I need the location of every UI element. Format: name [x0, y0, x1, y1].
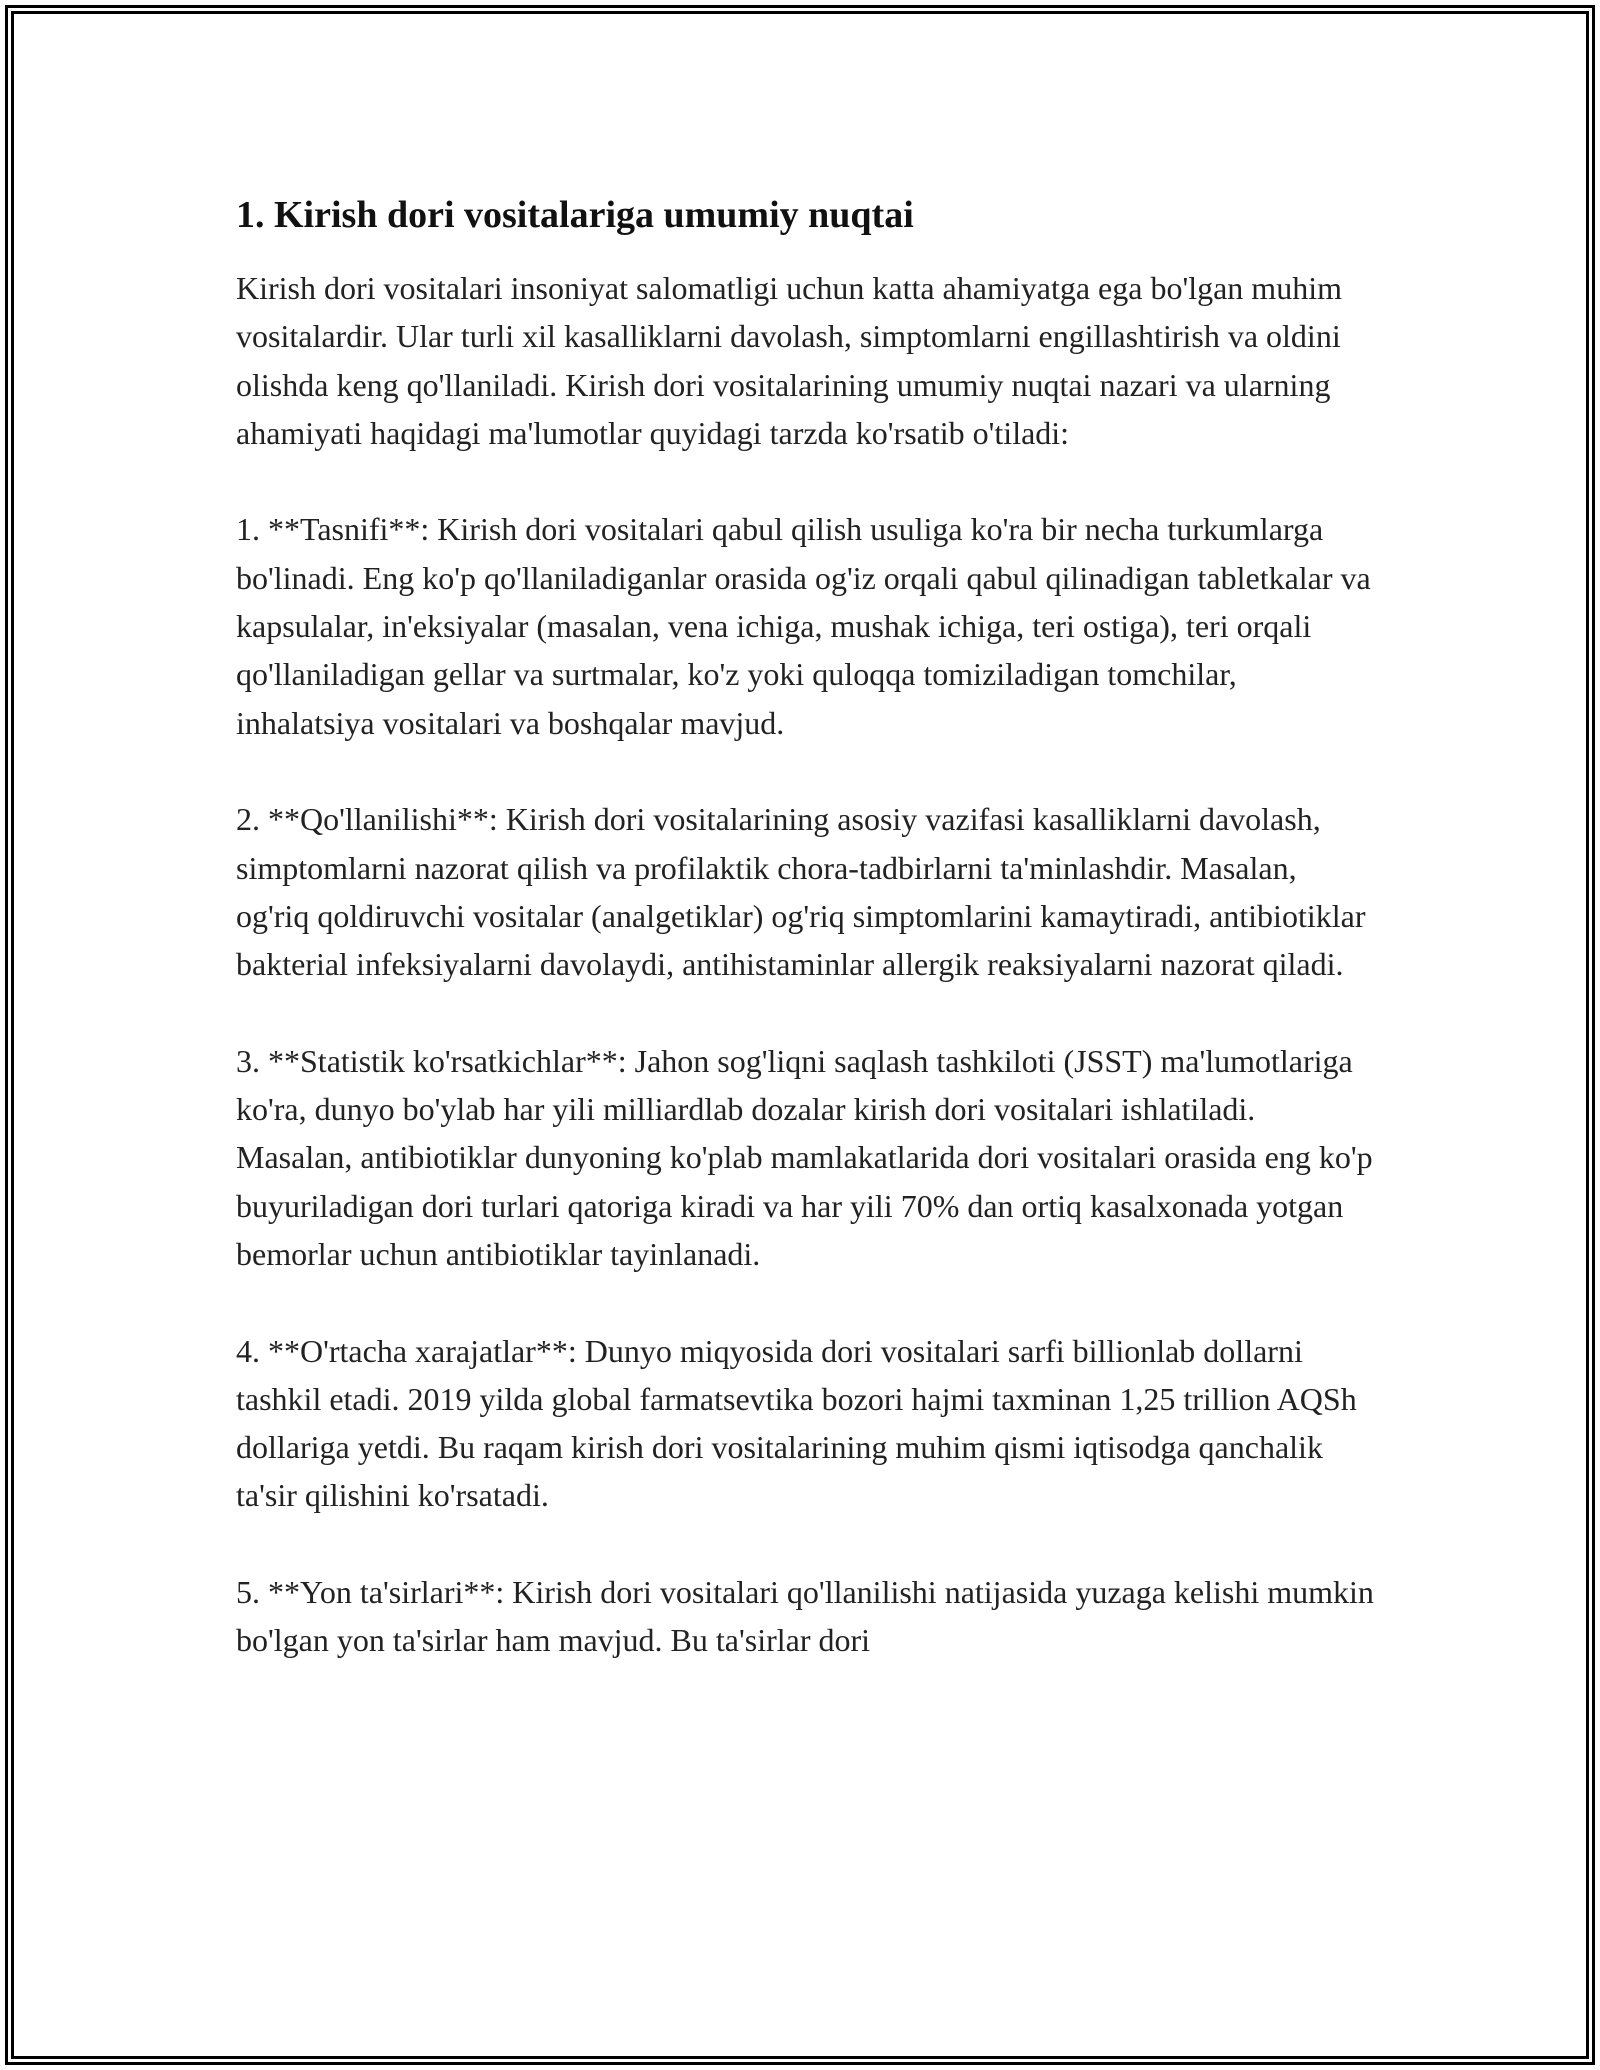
list-item-tasnifi: 1. **Tasnifi**: Kirish dori vositalari qabul qilish usuliga ko'ra bir necha turkumlarga bo'linadi. Eng ko'p qo'llaniladiganlar orasida og'iz orqali qabul qilinadigan tabletkalar va kapsulalar, in'eksiyalar (masalan, vena ichiga, mushak ichiga, teri ostiga), teri orqali qo'llaniladigan gellar va surtmalar, ko'z yoki quloqqa tomiziladigan tomchilar, inhalatsiya vositalari va boshqalar mavjud. [236, 511, 1371, 741]
section-heading: 1. Kirish dori vositalariga umumiy nuqtai [236, 194, 914, 236]
list-item-yon-tasirlari: 5. **Yon ta'sirlari**: Kirish dori vositalari qo'llanilishi natijasida yuzaga kelishi mumkin bo'lgan yon ta'sirlar ham mavjud. Bu ta'sirlar dori [236, 1574, 1374, 1659]
list-item-statistik-korsatkichlar: 3. **Statistik ko'rsatkichlar**: Jahon sog'liqni saqlash tashkiloti (JSST) ma'lumotlariga ko'ra, dunyo bo'ylab har yili milliardlab dozalar kirish dori vositalari ishlatiladi. Masalan, antibiotiklar dunyoning ko'plab mamlakatlarida dori vositalari orasida eng ko'p buyuriladigan dori turlari qatoriga kiradi va har yili 70% dan ortiq kasalxonada yotgan bemorlar uchun antibiotiklar tayinlanadi. [236, 1042, 1373, 1272]
intro-paragraph: Kirish dori vositalari insoniyat salomatligi uchun katta ahamiyatga ega bo'lgan muhim vositalardir. Ular turli xil kasalliklarni davolash, simptomlarni engillashtirish va oldini olishda keng qo'llaniladi. Kirish dori vositalarining umumiy nuqtai nazari va ularning ahamiyati haqidagi ma'lumotlar quyidagi tarzda ko'rsatib o'tiladi: [236, 270, 1342, 451]
list-item-ortacha-xarajatlar: 4. **O'rtacha xarajatlar**: Dunyo miqyosida dori vositalari sarfi billionlab dollarni tashkil etadi. 2019 yilda global farmatsevtika bozori hajmi taxminan 1,25 trillion AQSh dollariga yetdi. Bu raqam kirish dori vositalarining muhim qismi iqtisodga qanchalik ta'sir qilishini ko'rsatadi. [236, 1332, 1357, 1514]
document-body [236, 188, 1376, 1665]
list-item-qollanilishi: 2. **Qo'llanilishi**: Kirish dori vositalarining asosiy vazifasi kasalliklarni davolash, simptomlarni nazorat qilish va profilaktik chora-tadbirlarni ta'minlashdir. Masalan, og'riq qoldiruvchi vositalar (analgetiklar) og'riq simptomlarini kamaytiradi, antibiotiklar bakterial infeksiyalarni davolaydi, antihistaminlar allergik reaksiyalarni nazorat qiladi. [236, 801, 1366, 983]
